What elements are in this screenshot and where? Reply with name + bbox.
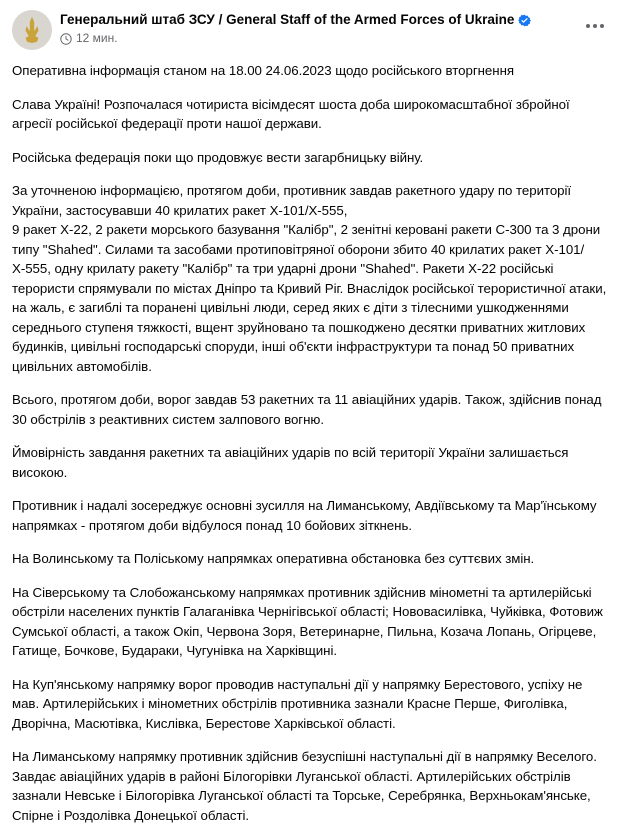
verified-badge-icon	[518, 14, 531, 27]
post-paragraph: На Волинському та Поліському напрямках оперативна обстановка без суттєвих змін.	[12, 551, 535, 566]
dot	[593, 24, 597, 28]
post-paragraph: 9 ракет Х-22, 2 ракети морського базування "Калібр", 2 зенітні керовані ракети С-300 та 3 дрони типу "Shahed". Силами та засобами протиповітряної оборони збито 40 крилатих ракет Х-101/Х-555, одну крилату ракету "Калібр" та три ударні дрони "Shahed". Ракети Х-22 російські терористи спрямували по містах Дніпро та Кривий Ріг. Внаслідок російської терористичної атаки, на жаль, є загиблі та поранені цивільні люди, серед яких є діти з тілесними ушкодженнями середнього ступеня тяжкості, вщент зруйновано та пошкоджено десятки приватних житлових будинків, цивільні господарські споруди, інші об'єкти інфраструктури та понад 50 приватних цивільних автомобілів.	[12, 222, 607, 374]
post-paragraph: Російська федерація поки що продовжує вести загарбницьку війну.	[12, 149, 424, 165]
avatar[interactable]	[12, 10, 52, 50]
page-name[interactable]: Генеральний штаб ЗСУ / General Staff of the Armed Forces of Ukraine	[60, 12, 515, 27]
post-header	[12, 10, 610, 52]
post-header-text	[60, 10, 610, 45]
post-timestamp[interactable]: 12 мин.	[76, 31, 118, 45]
clock-icon	[60, 32, 72, 44]
post-paragraph: Оперативна інформація станом на 18.00 24.06.2023 щодо російського вторгнення	[12, 63, 515, 78]
dot	[586, 24, 590, 28]
post-paragraph: Ймовірність завдання ракетних та авіаційних ударів по всій території України залишається високою.	[12, 445, 569, 480]
post-paragraph: Всього, протягом доби, ворог завдав 53 ракетних та 11 авіаційних ударів. Також, здійснив понад 30 обстрілів з реактивних систем залпового вогню.	[12, 392, 602, 427]
post-paragraph: Противник і надалі зосереджує основні зусилля на Лиманському, Авдіївському та Мар'їнському напрямках - протягом доби відбулося понад 10 бойових зіткнень.	[12, 498, 597, 533]
dot	[600, 24, 604, 28]
post-paragraph: На Куп'янському напрямку ворог проводив наступальні дії у напрямку Берестового, успіху не мав. Артилерійських і мінометних обстрілів противника зазнали Красне Перше, Фиголівка, Дворічна, Масютівка, Кислівка, Берестове Харківської області.	[12, 676, 583, 731]
post-meta	[60, 31, 610, 45]
post-paragraph: На Сіверському та Слобожанському напрямках противник здійснив мінометні та артилерійські обстріли населених пунктів Галаганівка Чернігівської області; Нововасилівка, Чуйківка, Фотовиж Сумської області, а також Окіп, Червона Зоря, Ветеринарне, Пильна, Козача Лопань, Огірцеве, Гатище, Бочкове, Будараки, Чугунівка на Харківщині.	[12, 584, 603, 658]
post-paragraph: За уточненою інформацією, протягом доби, противник завдав ракетного удару по території України, застосувавши 40 крилатих ракет Х-101/Х-555,	[12, 183, 572, 218]
page-name-row	[60, 11, 610, 29]
post-paragraph: На Лиманському напрямку противник здійснив безуспішні наступальні дії в напрямку Веселого. Завдає авіаційних ударів в районі Білогорівки Луганської області. Артилерійських обстрілів зазнали Невське і Білогорівка Луганської області та Торське, Серебрянка, Верхньокам'янське, Спірне і Роздолівка Донецької області.	[12, 749, 597, 823]
post-paragraph: Слава Україні! Розпочалася чотириста вісімдесят шоста доба широкомасштабної збройної агресії російської федерації проти нашої держави.	[12, 96, 570, 131]
ukraine-tryzub-emblem-icon	[23, 17, 41, 43]
post-body	[12, 61, 610, 825]
more-options-icon[interactable]	[582, 16, 608, 36]
